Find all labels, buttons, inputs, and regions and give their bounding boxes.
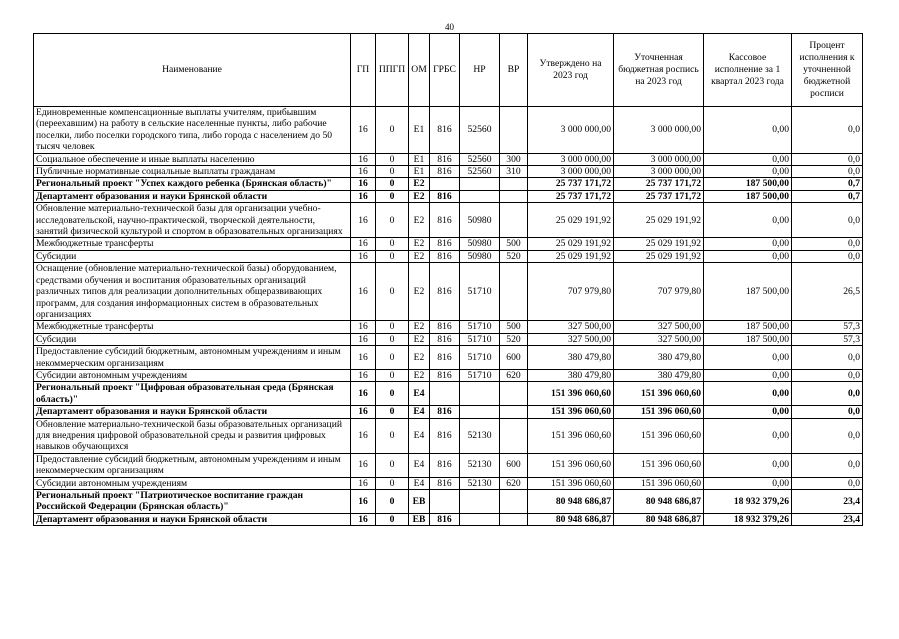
cell-approved: 151 396 060,60 [528,382,614,406]
cell-nr: 52560 [460,153,500,165]
cell-pgp: 0 [376,333,409,345]
cell-om: Е2 [409,263,430,321]
cell-gp: 16 [351,477,376,489]
cell-nr: 50980 [460,238,500,250]
cell-cash: 0,00 [704,250,792,262]
cell-nr [460,382,500,406]
cell-cash: 187 500,00 [704,178,792,190]
cell-pgp: 0 [376,490,409,514]
cell-percent: 0,0 [792,166,863,178]
cell-percent: 0,0 [792,406,863,418]
cell-pgp: 0 [376,190,409,202]
cell-name: Субсидии автономным учреждениям [34,477,351,489]
cell-approved: 380 479,80 [528,346,614,370]
cell-percent: 23,4 [792,490,863,514]
cell-cash: 0,00 [704,107,792,154]
cell-pgp: 0 [376,477,409,489]
cell-om: Е1 [409,153,430,165]
cell-vr: 600 [500,453,528,477]
cell-grbs: 816 [430,166,460,178]
table-row [34,153,863,165]
cell-approved: 151 396 060,60 [528,406,614,418]
cell-vr: 620 [500,477,528,489]
cell-cash: 0,00 [704,166,792,178]
cell-gp: 16 [351,369,376,381]
header-nr: НР [460,34,500,107]
cell-percent: 0,0 [792,107,863,154]
cell-cash: 18 932 379,26 [704,513,792,525]
table-row [34,369,863,381]
cell-revised: 25 029 191,92 [614,203,704,238]
cell-approved: 151 396 060,60 [528,477,614,489]
cell-gp: 16 [351,406,376,418]
cell-approved: 25 029 191,92 [528,203,614,238]
cell-name: Региональный проект "Успех каждого ребенка (Брянская область)" [34,178,351,190]
cell-pgp: 0 [376,178,409,190]
cell-revised: 3 000 000,00 [614,107,704,154]
header-name: Наименование [34,34,351,107]
cell-percent: 0,0 [792,153,863,165]
cell-percent: 0,7 [792,178,863,190]
cell-pgp: 0 [376,321,409,333]
cell-approved: 25 737 171,72 [528,190,614,202]
cell-vr [500,190,528,202]
cell-percent: 26,5 [792,263,863,321]
cell-revised: 3 000 000,00 [614,166,704,178]
cell-gp: 16 [351,346,376,370]
cell-approved: 151 396 060,60 [528,453,614,477]
cell-cash: 0,00 [704,382,792,406]
cell-pgp: 0 [376,166,409,178]
cell-approved: 80 948 686,87 [528,490,614,514]
cell-nr: 52560 [460,166,500,178]
budget-execution-table [33,33,863,526]
cell-pgp: 0 [376,203,409,238]
cell-percent: 0,0 [792,203,863,238]
cell-percent: 0,0 [792,382,863,406]
cell-percent: 57,3 [792,333,863,345]
table-row [34,513,863,525]
cell-percent: 0,0 [792,250,863,262]
cell-nr: 50980 [460,203,500,238]
cell-pgp: 0 [376,418,409,453]
cell-revised: 707 979,80 [614,263,704,321]
cell-approved: 80 948 686,87 [528,513,614,525]
cell-nr [460,513,500,525]
cell-name: Обновление материально-технической базы образовательных организаций для внедрения цифровой образовательной среды и развития цифровых навыков обучающихся [34,418,351,453]
cell-nr: 52130 [460,453,500,477]
header-om: ОМ [409,34,430,107]
cell-approved: 3 000 000,00 [528,107,614,154]
cell-revised: 25 737 171,72 [614,178,704,190]
cell-revised: 327 500,00 [614,333,704,345]
cell-om: Е4 [409,453,430,477]
cell-percent: 23,4 [792,513,863,525]
cell-percent: 0,0 [792,453,863,477]
cell-percent: 0,0 [792,346,863,370]
cell-nr [460,490,500,514]
cell-name: Межбюджетные трансферты [34,321,351,333]
cell-approved: 151 396 060,60 [528,418,614,453]
header-gp: ГП [351,34,376,107]
cell-approved: 3 000 000,00 [528,153,614,165]
cell-vr [500,107,528,154]
cell-name: Предоставление субсидий бюджетным, автономным учреждениям и иным некоммерческим организациям [34,453,351,477]
cell-vr: 500 [500,321,528,333]
table-header-row [34,34,863,107]
cell-cash: 0,00 [704,346,792,370]
table-row [34,477,863,489]
cell-om: Е4 [409,406,430,418]
cell-gp: 16 [351,178,376,190]
cell-cash: 0,00 [704,369,792,381]
cell-gp: 16 [351,153,376,165]
cell-gp: 16 [351,263,376,321]
cell-nr: 52130 [460,477,500,489]
cell-vr [500,178,528,190]
cell-gp: 16 [351,382,376,406]
cell-cash: 0,00 [704,153,792,165]
cell-om: Е1 [409,107,430,154]
cell-approved: 25 029 191,92 [528,250,614,262]
cell-grbs: 816 [430,153,460,165]
cell-pgp: 0 [376,107,409,154]
cell-om: Е4 [409,418,430,453]
cell-om: Е2 [409,250,430,262]
cell-name: Оснащение (обновление материально-технической базы) оборудованием, средствами обучения и воспитания образовательных организаций различных типов для реализации дополнительных общеразвивающих программ, для создания информационных систем в образовательных организациях [34,263,351,321]
cell-cash: 0,00 [704,418,792,453]
cell-vr [500,382,528,406]
cell-grbs: 816 [430,453,460,477]
cell-revised: 80 948 686,87 [614,490,704,514]
cell-percent: 0,0 [792,418,863,453]
cell-nr: 52560 [460,107,500,154]
cell-name: Департамент образования и науки Брянской области [34,406,351,418]
cell-pgp: 0 [376,238,409,250]
cell-nr: 51710 [460,369,500,381]
cell-revised: 327 500,00 [614,321,704,333]
cell-name: Межбюджетные трансферты [34,238,351,250]
cell-om: Е2 [409,321,430,333]
cell-pgp: 0 [376,153,409,165]
cell-revised: 25 029 191,92 [614,250,704,262]
cell-gp: 16 [351,490,376,514]
cell-approved: 25 029 191,92 [528,238,614,250]
cell-vr [500,513,528,525]
cell-pgp: 0 [376,369,409,381]
cell-om: ЕВ [409,513,430,525]
cell-grbs: 816 [430,107,460,154]
cell-revised: 151 396 060,60 [614,477,704,489]
cell-nr: 51710 [460,263,500,321]
cell-pgp: 0 [376,250,409,262]
cell-grbs: 816 [430,418,460,453]
cell-approved: 380 479,80 [528,369,614,381]
cell-grbs: 816 [430,250,460,262]
table-row [34,418,863,453]
cell-cash: 187 500,00 [704,321,792,333]
cell-approved: 25 737 171,72 [528,178,614,190]
cell-grbs [430,178,460,190]
cell-nr: 51710 [460,333,500,345]
table-row [34,453,863,477]
cell-gp: 16 [351,250,376,262]
cell-vr: 310 [500,166,528,178]
cell-revised: 3 000 000,00 [614,153,704,165]
cell-revised: 151 396 060,60 [614,406,704,418]
cell-nr: 51710 [460,346,500,370]
cell-name: Региональный проект "Цифровая образовательная среда (Брянская область)" [34,382,351,406]
cell-nr [460,178,500,190]
cell-gp: 16 [351,513,376,525]
cell-percent: 0,7 [792,190,863,202]
cell-approved: 327 500,00 [528,321,614,333]
cell-gp: 16 [351,107,376,154]
cell-vr: 620 [500,369,528,381]
cell-pgp: 0 [376,513,409,525]
cell-cash: 0,00 [704,453,792,477]
cell-pgp: 0 [376,406,409,418]
cell-pgp: 0 [376,382,409,406]
cell-cash: 0,00 [704,406,792,418]
cell-cash: 187 500,00 [704,190,792,202]
table-row [34,190,863,202]
cell-om: Е1 [409,166,430,178]
cell-revised: 151 396 060,60 [614,453,704,477]
cell-gp: 16 [351,190,376,202]
cell-name: Субсидии автономным учреждениям [34,369,351,381]
cell-vr: 500 [500,238,528,250]
table-row [34,321,863,333]
cell-om: Е2 [409,369,430,381]
header-revised: Уточненная бюджетная роспись на 2023 год [614,34,704,107]
cell-revised: 380 479,80 [614,346,704,370]
cell-vr [500,490,528,514]
cell-name: Департамент образования и науки Брянской области [34,190,351,202]
cell-name: Предоставление субсидий бюджетным, автономным учреждениям и иным некоммерческим организациям [34,346,351,370]
cell-percent: 57,3 [792,321,863,333]
cell-cash: 187 500,00 [704,333,792,345]
cell-percent: 0,0 [792,477,863,489]
cell-vr [500,263,528,321]
cell-pgp: 0 [376,453,409,477]
table-row [34,107,863,154]
cell-om: Е2 [409,178,430,190]
cell-revised: 151 396 060,60 [614,418,704,453]
cell-om: Е4 [409,477,430,489]
table-row [34,178,863,190]
cell-revised: 25 029 191,92 [614,238,704,250]
table-row [34,263,863,321]
cell-name: Публичные нормативные социальные выплаты гражданам [34,166,351,178]
cell-name: Субсидии [34,333,351,345]
header-cash: Кассовое исполнение за 1 квартал 2023 года [704,34,792,107]
cell-name: Департамент образования и науки Брянской области [34,513,351,525]
cell-vr [500,406,528,418]
cell-om: Е2 [409,346,430,370]
cell-cash: 18 932 379,26 [704,490,792,514]
page-number: 40 [445,22,454,32]
cell-nr: 52130 [460,418,500,453]
cell-vr: 300 [500,153,528,165]
cell-om: Е4 [409,382,430,406]
cell-revised: 25 737 171,72 [614,190,704,202]
cell-revised: 151 396 060,60 [614,382,704,406]
cell-grbs: 816 [430,238,460,250]
cell-name: Социальное обеспечение и иные выплаты населению [34,153,351,165]
cell-nr [460,406,500,418]
cell-cash: 0,00 [704,477,792,489]
cell-vr [500,203,528,238]
cell-pgp: 0 [376,346,409,370]
cell-approved: 707 979,80 [528,263,614,321]
cell-gp: 16 [351,166,376,178]
cell-om: Е2 [409,203,430,238]
header-approved: Утверждено на 2023 год [528,34,614,107]
cell-percent: 0,0 [792,238,863,250]
cell-gp: 16 [351,418,376,453]
cell-name: Обновление материально-технической базы для организации учебно-исследовательской, научно-практической, творческой деятельности, занятий физической культурой и спортом в образовательных организациях [34,203,351,238]
cell-grbs [430,382,460,406]
cell-nr [460,190,500,202]
cell-percent: 0,0 [792,369,863,381]
cell-cash: 0,00 [704,203,792,238]
table-row [34,203,863,238]
table-row [34,250,863,262]
table-row [34,346,863,370]
cell-grbs: 816 [430,263,460,321]
cell-approved: 327 500,00 [528,333,614,345]
cell-om: Е2 [409,333,430,345]
cell-grbs: 816 [430,333,460,345]
cell-grbs: 816 [430,406,460,418]
cell-nr: 50980 [460,250,500,262]
cell-gp: 16 [351,321,376,333]
cell-grbs: 816 [430,190,460,202]
table-body [34,107,863,526]
cell-pgp: 0 [376,263,409,321]
cell-om: ЕВ [409,490,430,514]
table-row [34,490,863,514]
cell-grbs: 816 [430,477,460,489]
header-percent: Процент исполнения к уточненной бюджетной росписи [792,34,863,107]
cell-vr: 520 [500,333,528,345]
cell-name: Субсидии [34,250,351,262]
cell-gp: 16 [351,333,376,345]
header-vr: ВР [500,34,528,107]
table-row [34,238,863,250]
cell-vr: 600 [500,346,528,370]
cell-vr [500,418,528,453]
cell-cash: 0,00 [704,238,792,250]
cell-name: Региональный проект "Патриотическое воспитание граждан Российской Федерации (Брянская область)" [34,490,351,514]
cell-grbs: 816 [430,369,460,381]
cell-gp: 16 [351,203,376,238]
header-grbs: ГРБС [430,34,460,107]
table-row [34,406,863,418]
cell-revised: 380 479,80 [614,369,704,381]
cell-approved: 3 000 000,00 [528,166,614,178]
cell-grbs: 816 [430,203,460,238]
cell-om: Е2 [409,238,430,250]
cell-nr: 51710 [460,321,500,333]
cell-grbs: 816 [430,321,460,333]
cell-grbs [430,490,460,514]
cell-revised: 80 948 686,87 [614,513,704,525]
table-row [34,166,863,178]
cell-name: Единовременные компенсационные выплаты учителям, прибывшим (переехавшим) на работу в сельские населенные пункты, либо рабочие поселки, либо поселки городского типа, либо города с населением до 50 тысяч человек [34,107,351,154]
cell-vr: 520 [500,250,528,262]
cell-gp: 16 [351,238,376,250]
header-pgp: ППГП [376,34,409,107]
cell-grbs: 816 [430,346,460,370]
cell-cash: 187 500,00 [704,263,792,321]
table-row [34,333,863,345]
cell-gp: 16 [351,453,376,477]
table-row [34,382,863,406]
cell-om: Е2 [409,190,430,202]
cell-grbs: 816 [430,513,460,525]
